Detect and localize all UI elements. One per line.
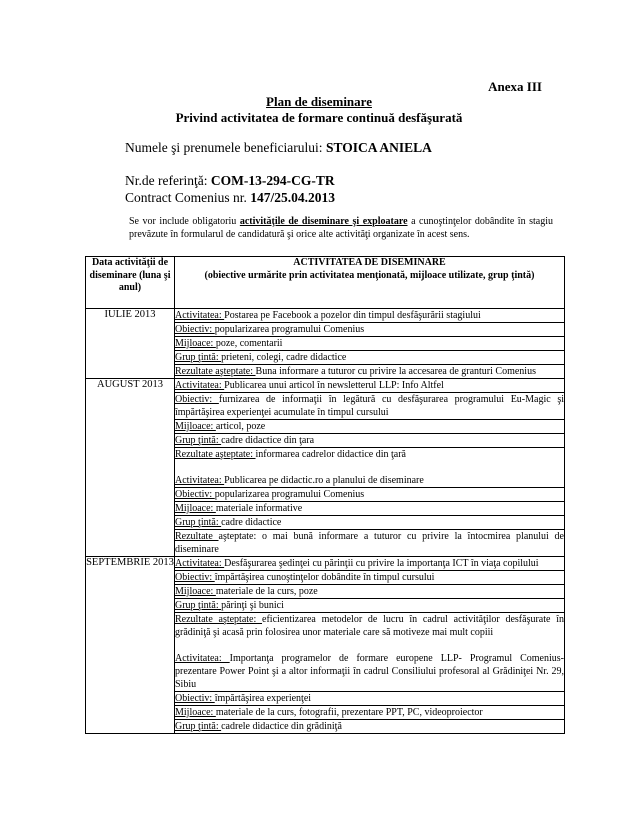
activity-line [175, 530, 564, 556]
activity-line [175, 488, 564, 502]
line-label: Obiectiv: [175, 693, 215, 704]
line-label: Obiectiv: [175, 324, 215, 335]
activity-line [175, 309, 564, 323]
activity-details [175, 309, 565, 379]
spacer-line [175, 639, 564, 652]
contract-label: Contract Comenius nr. [125, 190, 251, 205]
line-text: împărtăşirea cunoştinţelor dobândite în timpul cursului [214, 572, 435, 583]
beneficiary-label: Numele şi prenumele beneficiarului: [125, 140, 326, 155]
contract-line [125, 190, 335, 206]
reference-line [125, 173, 335, 189]
document-title: Plan de diseminare [266, 94, 372, 109]
line-text: Desfăşurarea şedinţei cu părinţii cu privire la importanţa ICT în viaţa copilului [224, 558, 539, 569]
activity-details [175, 379, 565, 557]
line-label: Grup ţintă: [175, 600, 222, 611]
activity-line [175, 516, 564, 530]
activity-line [175, 420, 564, 434]
line-text: informarea cadrelor didactice din ţară [255, 449, 406, 460]
activity-line [175, 585, 564, 599]
line-text: materiale de la curs, poze [215, 586, 318, 597]
line-text: părinţi şi bunici [221, 600, 284, 611]
line-label: Activitatea: [175, 653, 230, 664]
line-label: Activitatea: [175, 380, 225, 391]
note-before: Se vor include obligatoriu [129, 216, 240, 227]
line-text: Publicarea pe didactic.ro a planului de diseminare [224, 475, 424, 486]
line-label: Grup ţintă: [175, 517, 222, 528]
line-text: popularizarea programului Comenius [214, 324, 365, 335]
note-emphasis: activităţile de diseminare şi exploatare [239, 216, 408, 227]
contract-value: 147/25.04.2013 [250, 190, 336, 205]
activity-line [175, 323, 564, 337]
line-label: Rezultate [175, 531, 219, 542]
line-text: Postarea pe Facebook a pozelor din timpul desfăşurării stagiului [224, 310, 481, 321]
line-label: Mijloace: [175, 338, 216, 349]
activity-line [175, 393, 564, 420]
beneficiary-value: STOICA ANIELA [325, 140, 432, 155]
line-text: articol, poze [215, 421, 266, 432]
table-body [86, 309, 565, 734]
line-text: Buna informare a tuturor cu privire la accesarea de granturi Comenius [255, 366, 536, 377]
table-row [86, 309, 565, 379]
line-label: Activitatea: [175, 558, 225, 569]
activity-date: AUGUST 2013 [86, 379, 175, 557]
activity-date: SEPTEMBRIE 2013 [86, 557, 175, 734]
line-label: Rezultate aşteptate: [175, 449, 256, 460]
line-text: materiale de la curs, fotografii, prezentare PPT, PC, videoproiector [215, 707, 483, 718]
line-text: cadrele didactice din grădiniţă [221, 721, 342, 732]
line-text: poze, comentarii [215, 338, 283, 349]
line-label: Activitatea: [175, 310, 225, 321]
line-text: împărtăşirea experienţei [214, 693, 312, 704]
activity-line [175, 557, 564, 571]
activity-line [175, 448, 564, 461]
activity-line [175, 434, 564, 448]
activity-line [175, 571, 564, 585]
line-label: Mijloace: [175, 586, 216, 597]
activity-line [175, 613, 564, 639]
line-label: Obiectiv: [175, 394, 219, 405]
activity-line [175, 474, 564, 488]
line-label: Mijloace: [175, 503, 216, 514]
line-label: Rezultate aşteptate: [175, 366, 256, 377]
line-text: cadre didactice [221, 517, 282, 528]
activity-column-header [175, 257, 565, 309]
activity-line [175, 379, 564, 393]
activity-line [175, 337, 564, 351]
table-row [86, 557, 565, 734]
spacer-line [175, 461, 564, 474]
reference-value: COM-13-294-CG-TR [210, 173, 335, 188]
line-text: popularizarea programului Comenius [214, 489, 365, 500]
activity-details [175, 557, 565, 734]
table-row [86, 379, 565, 557]
line-text: Importanţa programelor de formare europene LLP- Programul Comenius- prezentare Power Point şi a altor informaţii în cadrul Consiliului profesoral al Grădiniţei Nr. 29, Sibiu [175, 653, 564, 690]
line-label: Mijloace: [175, 421, 216, 432]
activity-line [175, 365, 564, 378]
table-header-row [86, 257, 565, 309]
date-column-header: Data activităţii de diseminare (luna şi anul) [86, 257, 175, 309]
activity-line [175, 706, 564, 720]
line-text: furnizarea de informaţii în legătură cu desfăşurarea programului Eu-Magic şi împărtăşirea experienţei acumulate în timpul cursului [175, 394, 564, 418]
activity-header-subtitle: (obiective urmărite prin activitatea menţionată, mijloace utilizate, grup ţintă) [204, 269, 535, 281]
document-subtitle: Privind activitatea de formare continuă desfăşurată [175, 110, 463, 125]
line-label: Activitatea: [175, 475, 225, 486]
line-text: aşteptate: o mai bună informare a tuturor cu privire la întocmirea planului de diseminare [175, 531, 564, 555]
activity-line [175, 692, 564, 706]
dissemination-table [85, 256, 565, 734]
line-label: Obiectiv: [175, 489, 215, 500]
activity-header-title: ACTIVITATEA DE DISEMINARE [293, 257, 446, 268]
activity-line [175, 652, 564, 692]
line-label: Mijloace: [175, 707, 216, 718]
line-label: Grup ţintă: [175, 721, 222, 732]
annex-label: Anexa III [488, 79, 542, 94]
line-text: cadre didactice din ţara [221, 435, 315, 446]
reference-label: Nr.de referinţă: [125, 173, 211, 188]
instruction-note [129, 216, 553, 241]
note-after: a cunoştinţelor dobândite în stagiu prevăzute în formularul de candidatură şi orice alte activităţi organizate în acest sens. [129, 216, 554, 240]
line-label: Obiectiv: [175, 572, 215, 583]
line-label: Rezultate aşteptate: [175, 614, 263, 625]
activity-line [175, 502, 564, 516]
line-text: Publicarea unui articol în newsletterul LLP: Info Altfel [224, 380, 444, 391]
activity-line [175, 720, 564, 733]
line-label: Grup ţintă: [175, 352, 222, 363]
activity-line [175, 599, 564, 613]
activity-date: IULIE 2013 [86, 309, 175, 379]
beneficiary-line [125, 140, 432, 156]
line-text: eficientizarea metodelor de lucru în cadrul activităţilor desfăşurate în grădiniţă şi acasă prin folosirea unor materiale care să motiveze mai mult copiii [175, 614, 564, 638]
line-text: prieteni, colegi, cadre didactice [221, 352, 347, 363]
line-label: Grup ţintă: [175, 435, 222, 446]
line-text: materiale informative [215, 503, 303, 514]
activity-line [175, 351, 564, 365]
